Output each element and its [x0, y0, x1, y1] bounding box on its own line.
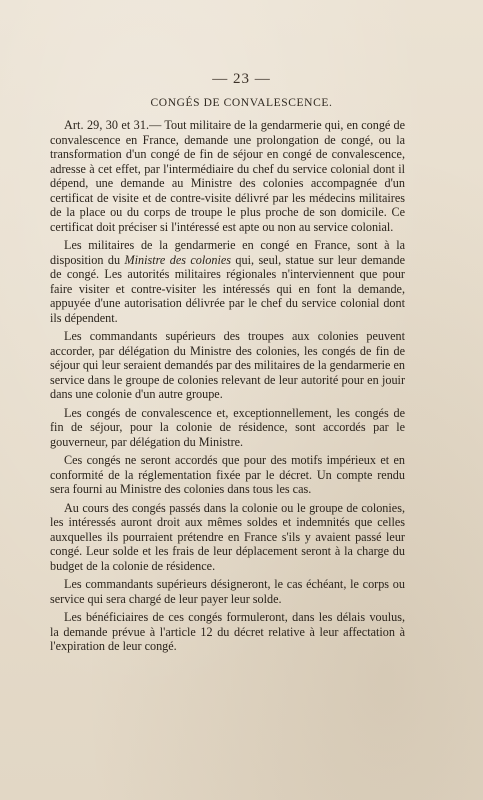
paragraph-8: Les bénéficiaires de ces congés formuleront, dans les délais voulus, la demande prévue à l'article 12 du décret relative à leur affectation à l'expiration de leur congé.	[50, 610, 405, 653]
paragraph-4: Les congés de convalescence et, exceptionnellement, les congés de fin de séjour, pour la colonie de résidence, sont accordés par le gouverneur, par délégation du Ministre.	[50, 405, 405, 449]
paragraph-7: Les commandants supérieurs désigneront, le cas échéant, le corps ou service qui sera chargé de leur payer leur solde.	[50, 577, 405, 606]
ministre-des-colonies-italic: Ministre des colonies	[124, 252, 232, 267]
document-body	[50, 118, 405, 658]
paragraph-5: Ces congés ne seront accordés que pour des motifs impérieux et en conformité de la réglementation fixée par le décret. Un compte rendu sera fourni au Ministre des colonies dans tous les cas.	[50, 453, 405, 496]
page-number: — 23 —	[212, 71, 271, 87]
paragraph-2-text-start: Les militaires de la gendarmerie en congé en France, sont à la disposition du	[50, 238, 405, 267]
paragraph-2	[50, 238, 405, 325]
paragraph-2-text-end: qui, seul, statue sur leur demande de congé. Les autorités militaires régionales n'interviennent que pour faire visiter et contre-visiter les intéressés qui en font la demande, appuyée d'une autorisation délivrée par le chef du service colonial dont ils dépendent.	[50, 252, 405, 325]
article-reference: Art. 29, 30 et 31.—	[64, 118, 162, 132]
section-title: CONGÉS DE CONVALESCENCE.	[150, 97, 333, 109]
paragraph-6: Au cours des congés passés dans la colonie ou le groupe de colonies, les intéressés auront droit aux mêmes soldes et indemnités que celles auxquelles ils pourraient prétendre en France s'ils y avaient passé leur congé. Leur solde et les frais de leur déplacement seront à la charge du budget de la colonie de résidence.	[50, 500, 405, 573]
paragraph-3: Les commandants supérieurs des troupes aux colonies peuvent accorder, par délégation du Ministre des colonies, les congés de fin de séjour qui leur seraient demandés par des militaires de la gendarmerie en service dans le groupe de colonies relevant de leur autorité pour en jouir dans une colonie d'un autre groupe.	[50, 329, 405, 401]
paragraph-1	[50, 118, 405, 234]
paragraph-1-text: Tout militaire de la gendarmerie qui, en congé de convalescence en France, demande une prolongation de congé, ou la transformation d'un congé de fin de séjour en congé de convalescence, adresse à cet effet, par l'intermédiaire du chef du service colonial dont il dépend, une demande au Ministre des colonies accompagnée d'un certificat de visite et de contre-visite délivré par les médecins militaires de la place ou du corps de troupe le plus proche de son domicile. Ce certificat doit préciser si l'intéressé est apte ou non au service colonial.	[50, 118, 405, 234]
